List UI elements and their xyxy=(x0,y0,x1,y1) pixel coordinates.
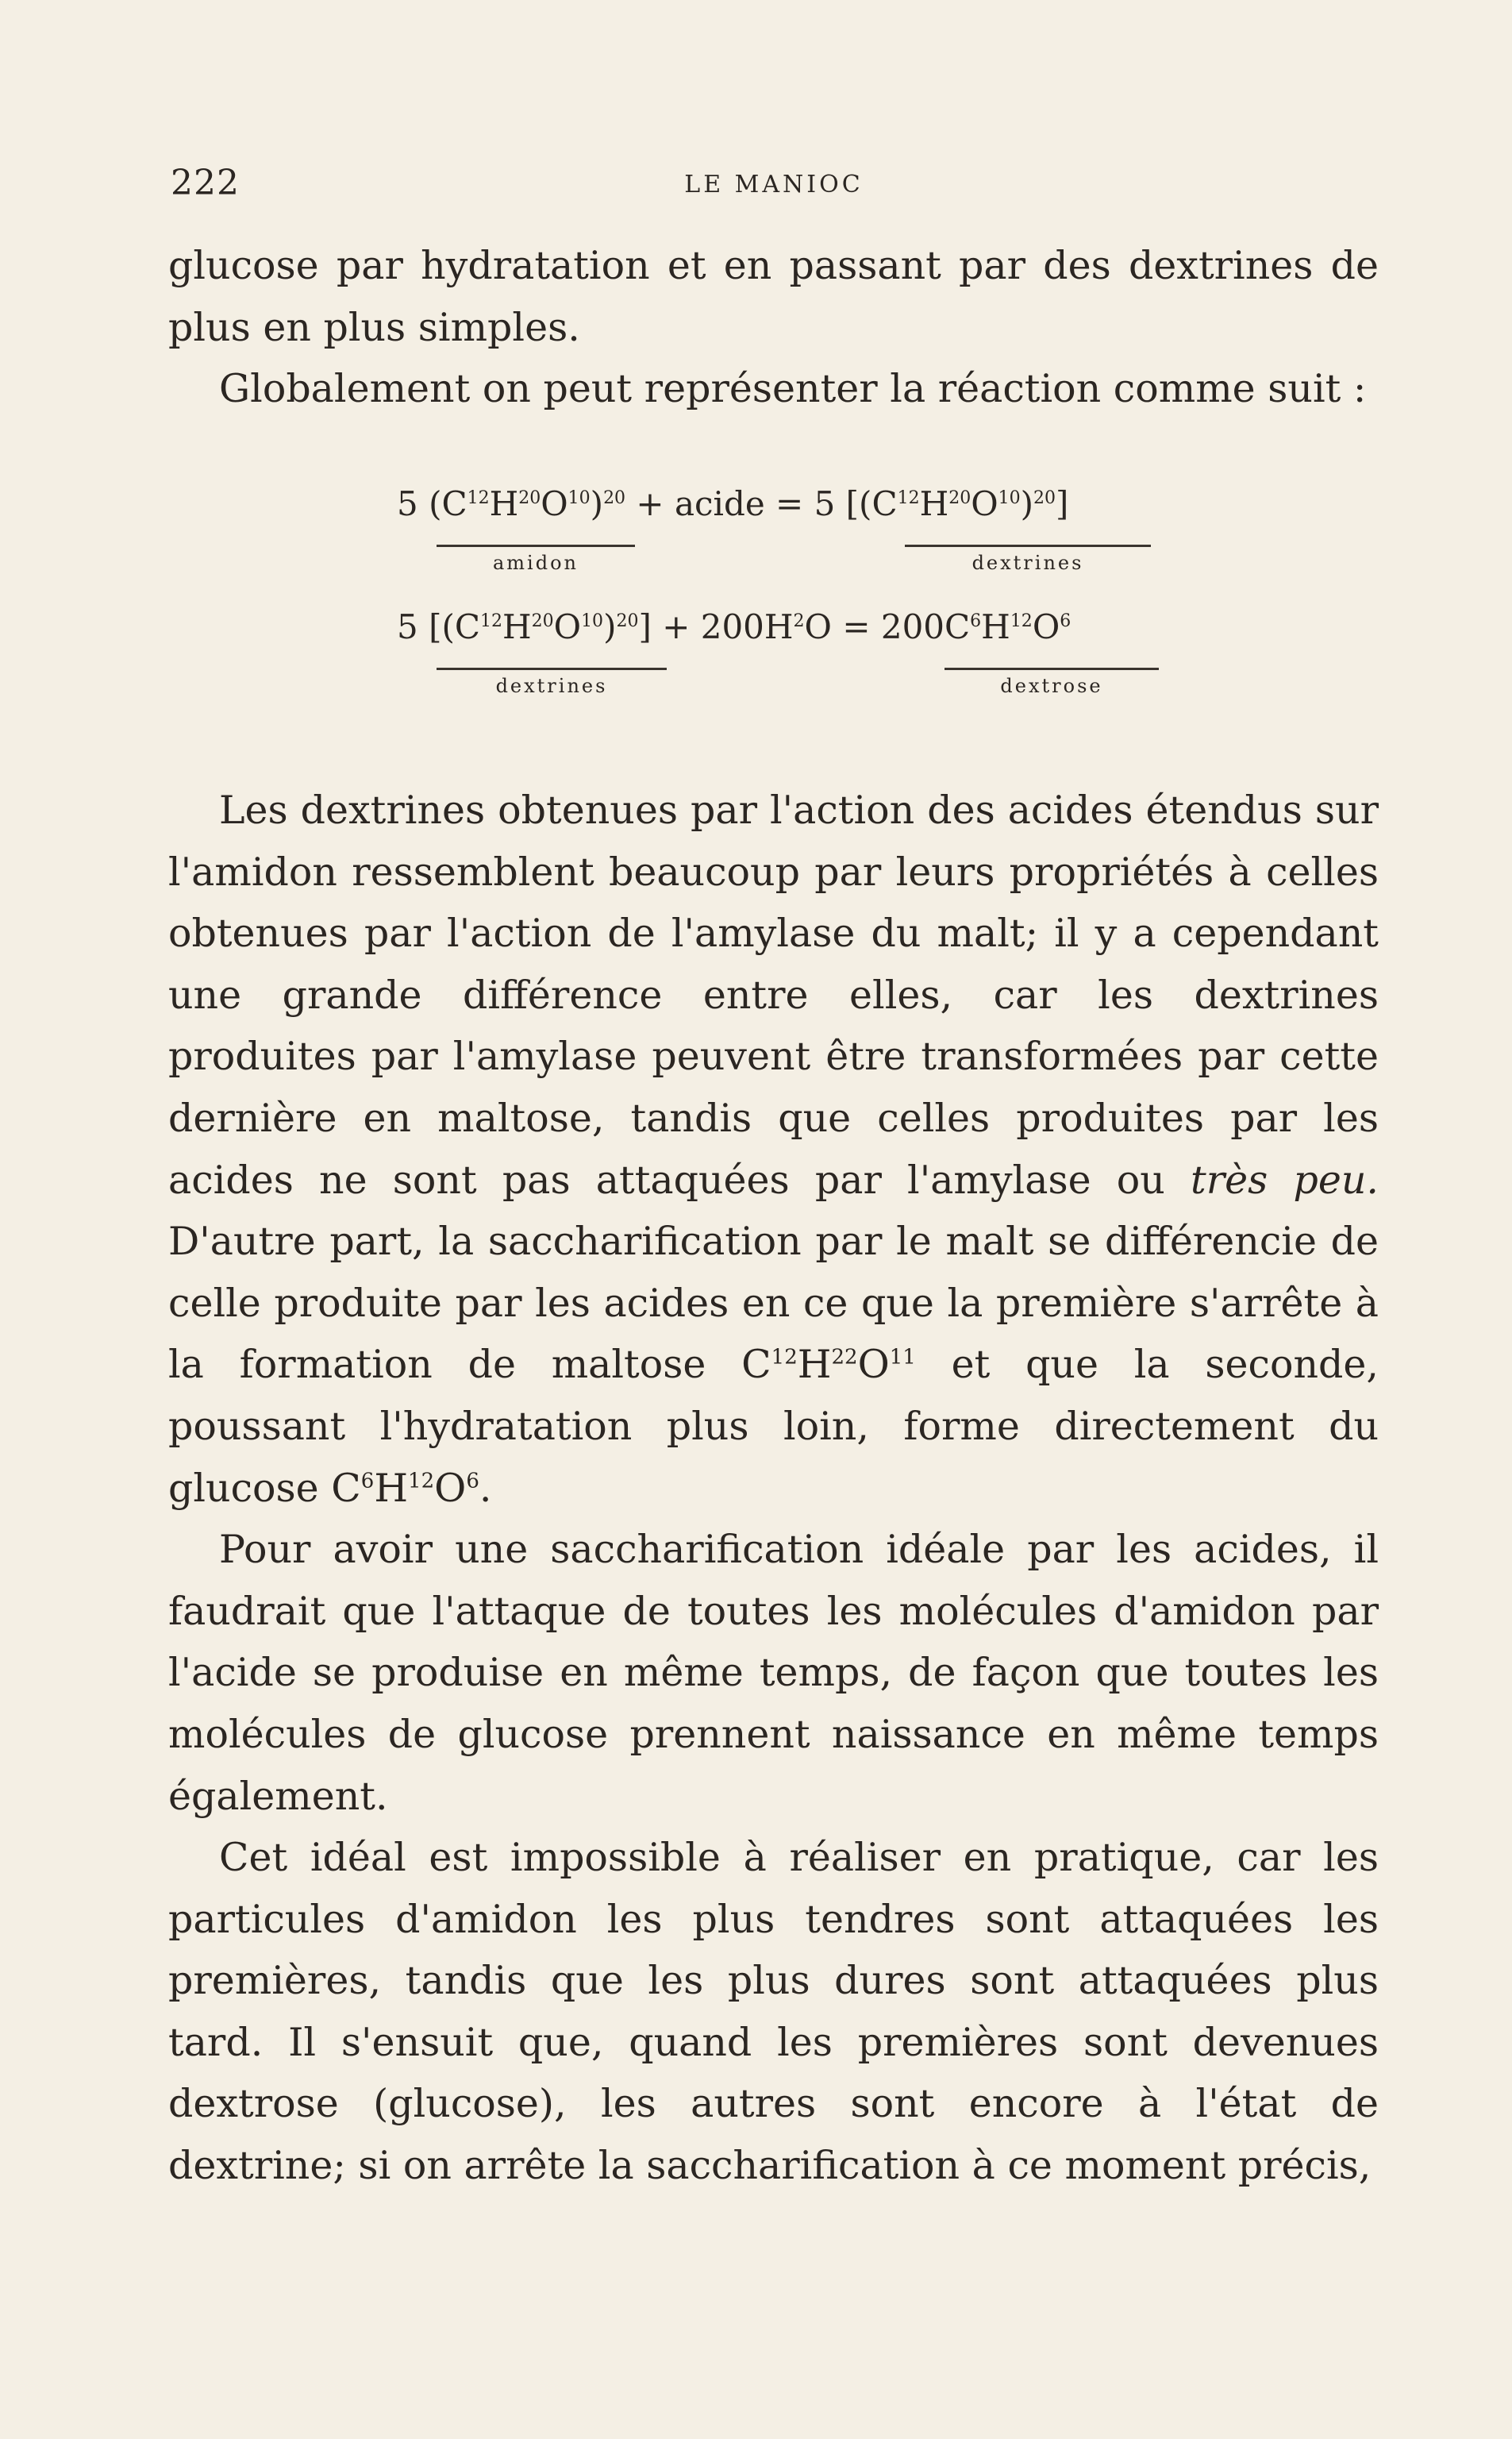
paragraph-3: Les dextrines obtenues par l'action des acides étendus sur l'amidon ressemblent beaucoup par leurs propriétés à celles obtenues par l'action de l'amylase du malt; il y a cependant une grande différence entre elles, car les dextrines produites par l'amylase peuvent être transformées par cette dernière en maltose, tandis que celles produites par les acides ne sont pas attaquées par l'amylase ou très peu. D'autre part, la saccharification par le malt se différencie de celle produite par les acides en ce que la première s'arrête à la formation de maltose $C^{12}H^{22}O^{11}$ et que la seconde, poussant l'hydratation plus loin, forme directement du glucose $C^6H^{12}O^6$. xyxy=(168,788,1379,1511)
paragraph-5: Cet idéal est impossible à réaliser en pratique, car les particules d'amidon les plus tendres sont attaquées les premières, tandis que les plus dures sont attaquées plus tard. Il s'ensuit que, quand les premières sont devenues dextrose (glucose), les autres sont encore à l'état de dextrine; si on arrête la saccharification à ce moment précis, xyxy=(168,1835,1379,2189)
paragraph-1: glucose par hydratation et en passant par des dextrines de plus en plus simples. xyxy=(168,243,1379,350)
equation-1 xyxy=(397,484,1175,603)
text-block-top xyxy=(168,235,1379,420)
page-number: 222 xyxy=(171,163,240,203)
page-header xyxy=(171,163,1377,210)
running-title: LE MANIOC xyxy=(684,171,864,198)
equation-2-formula: 5 $[(C^{12}H^{20}O^{10})^{20}] + 200H^2O = 200C^6H^{12}O^6$ xyxy=(397,607,1071,646)
label-dextrines-2: dextrines xyxy=(437,668,667,697)
label-amidon: amidon xyxy=(437,545,635,574)
label-dextrose: dextrose xyxy=(945,668,1159,697)
label-dextrines-1: dextrines xyxy=(905,545,1151,574)
equation-2 xyxy=(397,607,1175,726)
equations xyxy=(397,484,1175,726)
text-block-bottom xyxy=(168,780,1379,2197)
italic-tres-peu: très peu. xyxy=(1191,1157,1379,1203)
paragraph-2: Globalement on peut représenter la réaction comme suit : xyxy=(219,366,1367,412)
paragraph-4: Pour avoir une saccharification idéale par les acides, il faudrait que l'attaque de toutes les molécules d'amidon par l'acide se produise en même temps, de façon que toutes les molécules de glucose prennent naissance en même temps également. xyxy=(168,1527,1379,1819)
equation-1-formula: 5 $(C^{12}H^{20}O^{10})^{20}$ + acide = 5 $[(C^{12}H^{20}O^{10})^{20}]$ xyxy=(397,484,1069,523)
